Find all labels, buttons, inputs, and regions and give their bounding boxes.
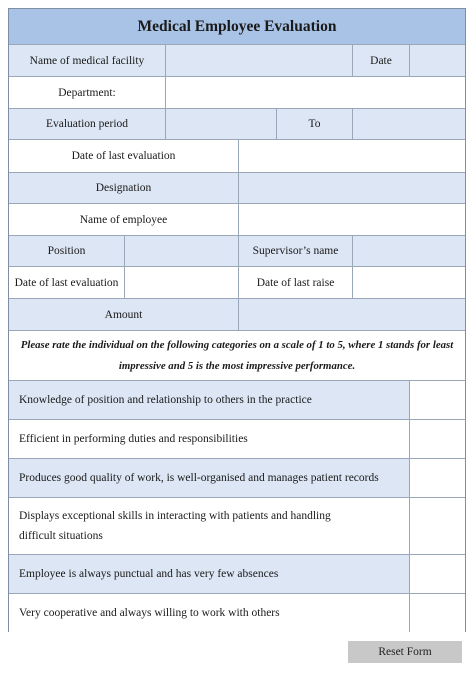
evaluation-form	[8, 8, 466, 632]
to-label: To	[276, 109, 352, 139]
amount-row	[9, 299, 465, 331]
date-input[interactable]	[409, 45, 465, 76]
designation-label: Designation	[95, 182, 152, 194]
eval-period-to-input[interactable]	[352, 109, 465, 139]
last-eval-input[interactable]	[238, 140, 465, 172]
employee-name-label: Name of employee	[79, 213, 168, 226]
department-input[interactable]	[165, 77, 465, 108]
department-row	[9, 77, 465, 109]
supervisor-label: Supervisor’s name	[238, 236, 352, 266]
amount-label: Amount	[104, 308, 143, 321]
rating-input[interactable]	[409, 555, 465, 593]
category-row	[9, 381, 465, 420]
category-label: Produces good quality of work, is well-organised and manages patient records	[19, 472, 379, 484]
category-row	[9, 459, 465, 498]
category-label: Displays exceptional skills in interacting with patients and handling difficult situations	[19, 510, 331, 542]
rating-instructions: Please rate the individual on the following categories on a scale of 1 to 5, where 1 stands for least impressive and 5 is the most impressive performance.	[20, 338, 454, 372]
rating-input[interactable]	[409, 459, 465, 497]
designation-input[interactable]	[238, 173, 465, 203]
category-label: Very cooperative and always willing to work with others	[19, 607, 280, 619]
last-raise-input[interactable]	[352, 267, 465, 298]
category-label: Employee is always punctual and has very few absences	[19, 568, 279, 580]
facility-row	[9, 45, 465, 77]
employee-name-input[interactable]	[238, 204, 465, 235]
department-label: Department:	[58, 86, 116, 99]
designation-row	[9, 173, 465, 204]
amount-input[interactable]	[238, 299, 465, 330]
category-row	[9, 555, 465, 594]
position-row	[9, 236, 465, 267]
eval-period-row	[9, 109, 465, 140]
last-eval-label-2: Date of last evaluation	[14, 276, 119, 289]
position-label: Position	[47, 245, 86, 257]
rating-input[interactable]	[409, 420, 465, 458]
rating-input[interactable]	[409, 498, 465, 554]
category-row	[9, 498, 465, 555]
last-eval-row	[9, 140, 465, 173]
last-raise-label: Date of last raise	[238, 267, 352, 298]
eval-period-label: Evaluation period	[45, 118, 129, 130]
position-input[interactable]	[124, 236, 238, 266]
category-label: Efficient in performing duties and responsibilities	[19, 433, 248, 445]
category-row	[9, 420, 465, 459]
last-raise-row	[9, 267, 465, 299]
instructions-row	[9, 331, 465, 381]
category-label: Knowledge of position and relationship to others in the practice	[19, 394, 312, 406]
form-title: Medical Employee Evaluation	[137, 17, 337, 35]
supervisor-input[interactable]	[352, 236, 465, 266]
title-bar	[9, 9, 465, 45]
last-eval-input-2[interactable]	[124, 267, 238, 298]
eval-period-from-input[interactable]	[165, 109, 276, 139]
category-row	[9, 594, 465, 632]
facility-input[interactable]	[165, 45, 352, 76]
date-label: Date	[352, 45, 409, 76]
rating-input[interactable]	[409, 594, 465, 632]
employee-name-row	[9, 204, 465, 236]
reset-form-button[interactable]: Reset Form	[348, 641, 462, 663]
facility-label: Name of medical facility	[29, 54, 145, 67]
last-eval-label: Date of last evaluation	[71, 150, 176, 162]
rating-input[interactable]	[409, 381, 465, 419]
